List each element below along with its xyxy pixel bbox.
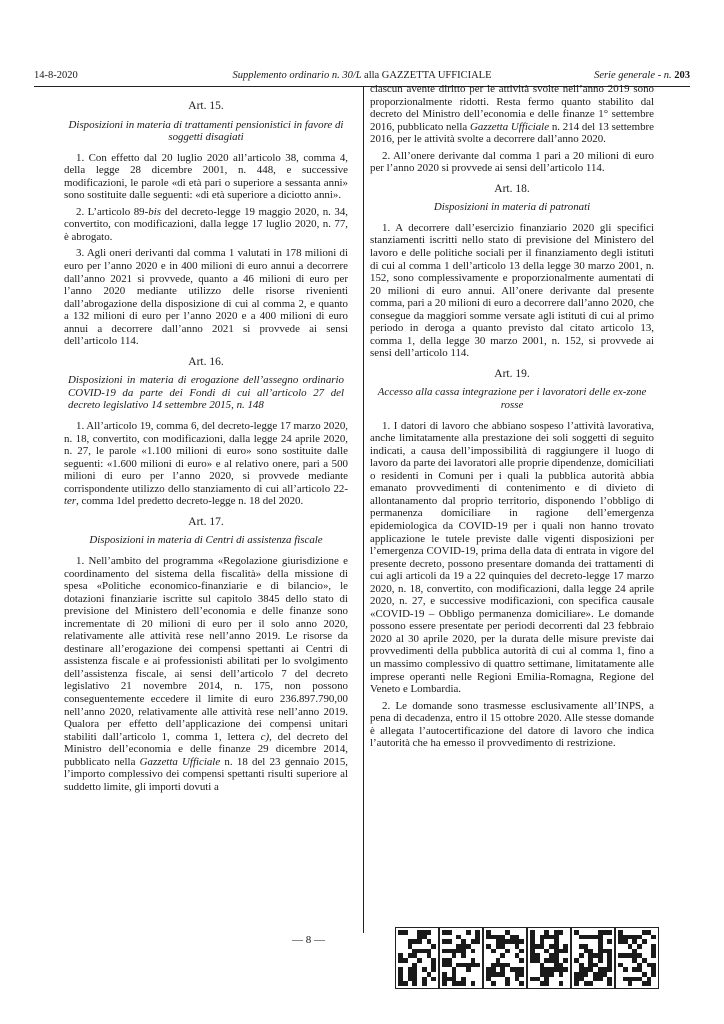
article-17-paragraph-1: 1. Nell’ambito del programma «Regolazione giurisdizione e coordinamento del sistema della fiscalità» della missione di spesa «Politiche economico-finanziarie e di bilancio», le dotazioni finanziarie iscritte sul capitolo 3845 dello stato di previsione del Ministero dell’economia e delle finanze sono incrementate di 20 milioni di euro per il solo anno 2020, relativamente alle attività rese nell’anno 2019. Le risorse da destinare all’erogazione dei compensi spettanti ai Centri di assistenza fiscale e ai professionisti abilitati per lo svolgimento dell’assistenza fiscale, ai sensi dell’articolo 7 del decreto legislativo 21 novembre 2014, n. 175, non possono conseguentemente eccedere il limite di euro 236.897.790,00 nell’anno 2020, relativamente alle attività rese nell’anno 2019. Qualora per effetto dell’applicazione dei compensi unitari stabiliti dall’articolo 1, comma 1, lettera c), del decreto del Ministro dell’economia e delle finanze 29 dicembre 2014, pubblicato nella Gazzetta Ufficiale n. 18 del 23 gennaio 2015, l’importo complessivo dei compensi spettanti risulti superiore al suddetto limite, gli importi dovuti a bbox=[64, 554, 349, 793]
article-15-rubric: Disposizioni in materia di trattamenti pensionistici in favore di soggetti disagiati bbox=[68, 118, 344, 144]
qr-code-1 bbox=[395, 927, 439, 989]
qr-code-6 bbox=[615, 927, 659, 989]
header-series bbox=[594, 70, 690, 81]
article-17-paragraph-1-continued: ciascun avente diritto per le attività svolte nell’anno 2019 sono proporzionalmente ridotti. Resta fermo quanto stabilito dal decreto del Ministro dell’economia e delle finanze 1° settembre 2016, pubblicato nella Gazzetta Ufficiale n. 214 del 13 settembre 2016, per le attività svolte a decorrere dall’anno 2020. bbox=[370, 83, 654, 146]
header-title-italic: Supplemento ordinario n. 30/L bbox=[232, 70, 362, 81]
header-series-number: 203 bbox=[674, 70, 690, 81]
page-number: — 8 — bbox=[292, 934, 325, 946]
article-15-heading: Art. 15. bbox=[188, 100, 224, 112]
right-column bbox=[370, 83, 654, 754]
article-15-paragraph-2: 2. L’articolo 89-bis del decreto-legge 19 maggio 2020, n. 34, convertito, con modificazioni, dalla legge 17 luglio 2020, n. 77, è abrogato. bbox=[64, 205, 348, 243]
article-16-rubric: Disposizioni in materia di erogazione dell’assegno ordinario COVID-19 da parte dei Fondi di cui all’articolo 27 del decreto legislativo 14 settembre 2015, n. 148 bbox=[68, 374, 344, 412]
article-19-heading: Art. 19. bbox=[494, 367, 530, 380]
column-divider bbox=[363, 86, 364, 933]
article-19-rubric: Accesso alla cassa integrazione per i lavoratori delle ex-zone rosse bbox=[377, 386, 647, 412]
qr-code-4 bbox=[527, 927, 571, 989]
header-title-plain: alla GAZZETTA UFFICIALE bbox=[364, 70, 492, 81]
article-18-heading: Art. 18. bbox=[494, 182, 530, 195]
qr-code-2 bbox=[439, 927, 483, 989]
header-series-label: Serie generale - n. bbox=[594, 70, 672, 81]
header-publication-title bbox=[34, 70, 690, 81]
qr-code-3 bbox=[483, 927, 527, 989]
article-17-heading: Art. 17. bbox=[188, 515, 224, 528]
article-15-paragraph-1: 1. Con effetto dal 20 luglio 2020 all’articolo 38, comma 4, della legge 28 dicembre 2001, n. 448, e successive modificazioni, le parole «di età pari o superiore a sessanta anni» sono sostituite dalle seguenti: «di età superiore a diciotto anni». bbox=[64, 151, 348, 202]
article-16-heading: Art. 16. bbox=[188, 355, 224, 368]
article-15-paragraph-3: 3. Agli oneri derivanti dal comma 1 valutati in 178 milioni di euro per l’anno 2020 e in 400 milioni di euro annui a decorrere dall’anno 2021 si provvede, quanto a 46 milioni di euro per l’anno 2020 mediante utilizzo delle risorse rivenienti dall’abrogazione della disposizione di cui al comma 2, e quanto a 132 milioni di euro per l’anno 2020 e a 400 milioni di euro annui a decorrere dall’anno 2021 si provvede ai sensi dell’articolo 114. bbox=[64, 247, 348, 348]
article-17-rubric: Disposizioni in materia di Centri di assistenza fiscale bbox=[89, 534, 323, 547]
article-19-paragraph-1: 1. I datori di lavoro che abbiano sospeso l’attività lavorativa, anche limitatamente alla prestazione dei soli soggetti di seguito indicati, a causa dell’impossibilità di raggiungere il luogo di lavoro da parte dei lavoratori alle proprie dipendenze, domiciliati o residenti in Comuni per i quali la pubblica autorità abbia emanato provvedimenti di contenimento e di divieto di allontanamento dal proprio territorio, disponendo l’obbligo di permanenza domiciliare in ragione dell’emergenza epidemiologica da COVID-19 per i quali non hanno trovato applicazione le tutele previste dalle vigenti disposizioni per l’emergenza COVID-19, prima della data di entrata in vigore del presente decreto, possono presentare domanda dei trattamenti di cui agli articoli da 19 a 22 quinquies del decreto-legge 17 marzo 2020, n. 18, convertito, con modificazioni, dalla legge 24 aprile 2020, n. 27, e successive modificazioni, con specifica causale «COVID-19 – Obbligo permanenza domiciliare». Le domande possono essere presentate per periodi decorrenti dal 23 febbraio 2020 al 30 aprile 2020, per la durata delle misure previste dai provvedimenti della pubblica autorità di cui al comma 1, fino a un massimo complessivo di quattro settimane, limitatamente alle imprese operanti nelle Regioni Emilia-Romagna, Regione del Veneto e Lombardia. bbox=[370, 419, 654, 696]
article-16-paragraph-1: 1. All’articolo 19, comma 6, del decreto-legge 17 marzo 2020, n. 18, convertito, con modificazioni, dalla legge 24 aprile 2020, n. 27, le parole «1.100 milioni di euro» sono sostituite dalle seguenti: «1.600 milioni di euro» e al relativo onere, pari a 500 milioni di euro per l’anno 2020, si provvede mediante corrispondente utilizzo dello stanziamento di cui all’articolo 22-ter, comma 1del predetto decreto-legge n. 18 del 2020. bbox=[64, 420, 348, 508]
header-date: 14-8-2020 bbox=[34, 70, 78, 81]
article-19-paragraph-2: 2. Le domande sono trasmesse esclusivamente all’INPS, a pena di decadenza, entro il 15 ottobre 2020. Alle stesse domande è allegata l’autocertificazione del datore di lavoro che indica l’autorità che ha emesso il provvedimento di restrizione. bbox=[370, 699, 654, 750]
qr-code-5 bbox=[571, 927, 615, 989]
article-17-paragraph-2: 2. All’onere derivante dal comma 1 pari a 20 milioni di euro per l’anno 2020 si provvede ai sensi dell’articolo 114. bbox=[370, 149, 654, 175]
left-column bbox=[64, 100, 348, 797]
article-18-rubric: Disposizioni in materia di patronati bbox=[433, 201, 591, 214]
page-header bbox=[34, 70, 690, 84]
article-18-paragraph-1: 1. A decorrere dall’esercizio finanziario 2020 gli specifici stanziamenti iscritti nello stato di previsione del Ministero del lavoro e delle politiche sociali per il finanziamento degli istituti di cui al comma 1 dell’articolo 13 della legge 30 marzo 2001, n. 152, sono complessivamente e proporzionalmente aumentati di 20 milioni di euro annui. All’onere derivante dal presente comma, pari a 20 milioni di euro a decorrere dall’anno 2020, che consegue da maggiori somme versate agli istituti di cui al primo periodo in deroga a quanto previsto dal citato articolo 13, comma 1, della legge 30 marzo 2001, n. 152, si provvede ai sensi dell’articolo 114. bbox=[370, 221, 654, 360]
